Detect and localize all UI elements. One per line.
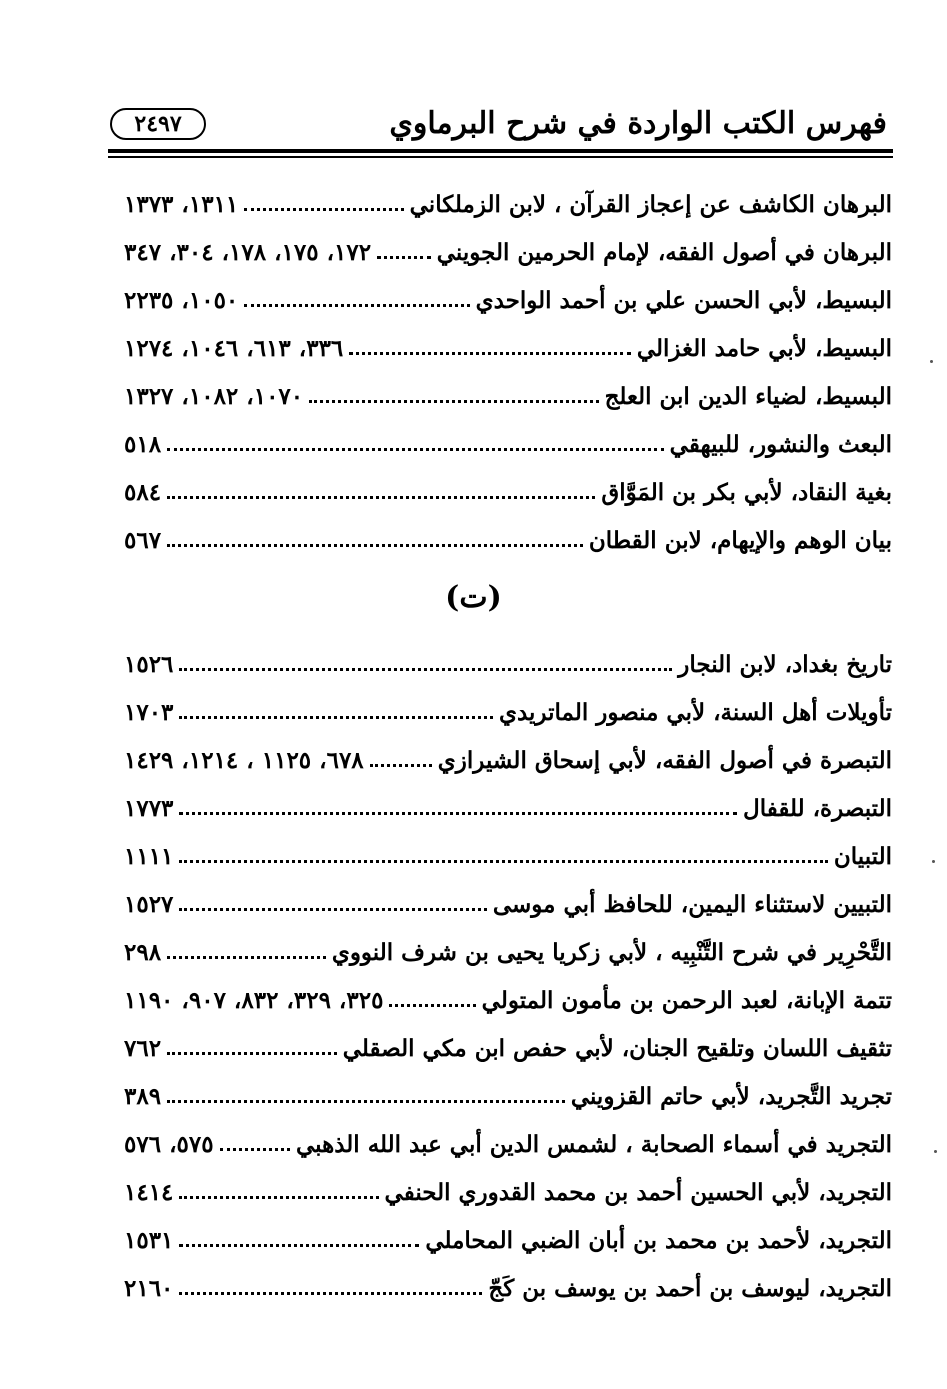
- index-entry: [124, 976, 892, 1024]
- dot-leader: [244, 194, 403, 214]
- index-entry: [124, 736, 892, 784]
- index-entry: [124, 276, 892, 324]
- index-entry: [124, 1264, 892, 1312]
- margin-speck: [932, 860, 935, 863]
- dot-leader: [179, 798, 737, 818]
- page-number-badge: [110, 108, 206, 140]
- header-rule-thin: [108, 156, 893, 158]
- entry-title: التبيان: [833, 842, 892, 870]
- dot-leader: [179, 1278, 482, 1298]
- entry-title: تجريد التَّجريد، لأبي حاتم القزويني: [570, 1082, 892, 1110]
- index-entry: [124, 180, 892, 228]
- entry-page-numbers: ١٧٠٣: [124, 698, 174, 726]
- dot-leader: [179, 654, 672, 674]
- index-entry: [124, 1216, 892, 1264]
- entry-title: بغية النقاد، لأبي بكر بن المَوَّاق: [601, 478, 892, 506]
- dot-leader: [179, 1230, 419, 1250]
- entry-title: التبيين لاستثناء اليمين، للحافظ أبي موسى: [492, 890, 892, 918]
- entry-title: تاريخ بغداد، لابن النجار: [678, 650, 892, 678]
- dot-leader: [179, 702, 493, 722]
- dot-leader: [309, 386, 598, 406]
- index-entry: [124, 640, 892, 688]
- entry-page-numbers: ٢١٦٠: [124, 1274, 174, 1302]
- margin-speck: [930, 360, 933, 363]
- entry-title: البسيط، لضياء الدين ابن العلج: [604, 382, 892, 410]
- dot-leader: [167, 482, 595, 502]
- dot-leader: [377, 242, 431, 262]
- entry-page-numbers: ١٤١٤: [124, 1178, 174, 1206]
- dot-leader: [179, 1182, 378, 1202]
- header-rule-thick: [108, 149, 893, 153]
- entry-page-numbers: ١٠٧٠، ١٠٨٢، ١٣٢٧: [124, 382, 304, 410]
- index-entry: [124, 1024, 892, 1072]
- index-entry: [124, 516, 892, 564]
- index-entry: [124, 832, 892, 880]
- entry-title: البعث والنشور، للبيهقي: [669, 430, 892, 458]
- entry-page-numbers: ١٧٧٣: [124, 794, 174, 822]
- index-entry: [124, 1168, 892, 1216]
- index-entry: [124, 1120, 892, 1168]
- entry-page-numbers: ١٥٣١: [124, 1226, 174, 1254]
- entry-page-numbers: ٣٨٩: [124, 1082, 162, 1110]
- entry-page-numbers: ١٧٢، ١٧٥، ١٧٨، ٣٠٤، ٣٤٧: [124, 238, 372, 266]
- index-entry: [124, 688, 892, 736]
- dot-leader: [179, 894, 486, 914]
- entry-page-numbers: ٣٣٦، ٦١٣، ١٠٤٦، ١٢٧٤: [124, 334, 344, 362]
- entry-page-numbers: ١٣١١، ١٣٧٣: [124, 190, 239, 218]
- dot-leader: [179, 846, 827, 866]
- entry-title: البرهان في أصول الفقه، لإمام الحرمين الجويني: [436, 238, 892, 266]
- entry-page-numbers: ٥١٨: [124, 430, 162, 458]
- index-entry: [124, 880, 892, 928]
- entry-title: التجريد، ليوسف بن أحمد بن يوسف بن كَجّ: [488, 1274, 892, 1302]
- entry-page-numbers: ٥٧٥، ٥٧٦: [124, 1130, 214, 1158]
- dot-leader: [167, 530, 583, 550]
- margin-speck: [934, 1150, 937, 1153]
- entry-title: التجريد، لأبي الحسين أحمد بن محمد القدوري الحنفي: [384, 1178, 892, 1206]
- index-entry: [124, 372, 892, 420]
- entry-page-numbers: ٧٦٢: [124, 1034, 162, 1062]
- entry-page-numbers: ٣٢٥، ٣٢٩، ٨٣٢، ٩٠٧، ١١٩٠: [124, 986, 384, 1014]
- entry-title: البرهان الكاشف عن إعجاز القرآن ، لابن الزملكاني: [409, 190, 892, 218]
- entry-page-numbers: ١٥٢٧: [124, 890, 174, 918]
- entry-title: التَّحْرِير في شرح التَّنْبِيه ، لأبي زكريا يحيى بن شرف النووي: [331, 938, 892, 966]
- section-heading-t: (ت): [445, 580, 502, 615]
- index-entry: [124, 420, 892, 468]
- entry-page-numbers: ١٥٢٦: [124, 650, 174, 678]
- entry-title: البسيط، لأبي الحسن علي بن أحمد الواحدي: [475, 286, 892, 314]
- index-entry: [124, 228, 892, 276]
- index-entry: [124, 1072, 892, 1120]
- entry-page-numbers: ١٠٥٠، ٢٢٣٥: [124, 286, 239, 314]
- dot-leader: [370, 750, 432, 770]
- running-header: [108, 100, 893, 150]
- dot-leader: [244, 290, 469, 310]
- dot-leader: [349, 338, 631, 358]
- dot-leader: [167, 942, 326, 962]
- entry-title: التجريد، لأحمد بن محمد بن أبان الضبي المحاملي: [425, 1226, 892, 1254]
- dot-leader: [167, 1086, 565, 1106]
- entry-title: البسيط، لأبي حامد الغزالي: [636, 334, 892, 362]
- page-number: ٢٤٩٧: [134, 111, 182, 137]
- entries-section-t: [124, 640, 892, 1312]
- dot-leader: [167, 1038, 337, 1058]
- entries-section-b: [124, 180, 892, 564]
- entry-title: تأويلات أهل السنة، لأبي منصور الماتريدي: [498, 698, 892, 726]
- entry-page-numbers: ١١١١: [124, 842, 174, 870]
- entry-title: تثقيف اللسان وتلقيح الجنان، لأبي حفص ابن مكي الصقلي: [342, 1034, 892, 1062]
- dot-leader: [389, 990, 475, 1010]
- index-entry: [124, 324, 892, 372]
- entry-title: التبصرة، للقفال: [742, 794, 892, 822]
- entry-page-numbers: ٢٩٨: [124, 938, 162, 966]
- entry-title: بيان الوهم والإيهام، لابن القطان: [588, 526, 892, 554]
- entry-page-numbers: ٦٧٨، ١١٢٥ ، ١٢١٤، ١٤٢٩: [124, 746, 364, 774]
- entry-page-numbers: ٥٨٤: [124, 478, 162, 506]
- header-title: فهرس الكتب الواردة في شرح البرماوي: [389, 106, 887, 141]
- index-entry: [124, 928, 892, 976]
- entry-title: التجريد في أسماء الصحابة ، لشمس الدين أبي عبد الله الذهبي: [295, 1130, 892, 1158]
- index-entry: [124, 784, 892, 832]
- entry-title: التبصرة في أصول الفقه، لأبي إسحاق الشيرازي: [437, 746, 892, 774]
- dot-leader: [167, 434, 664, 454]
- index-entry: [124, 468, 892, 516]
- entry-title: تتمة الإبانة، لعبد الرحمن بن مأمون المتولي: [481, 986, 892, 1014]
- entry-page-numbers: ٥٦٧: [124, 526, 162, 554]
- dot-leader: [220, 1134, 290, 1154]
